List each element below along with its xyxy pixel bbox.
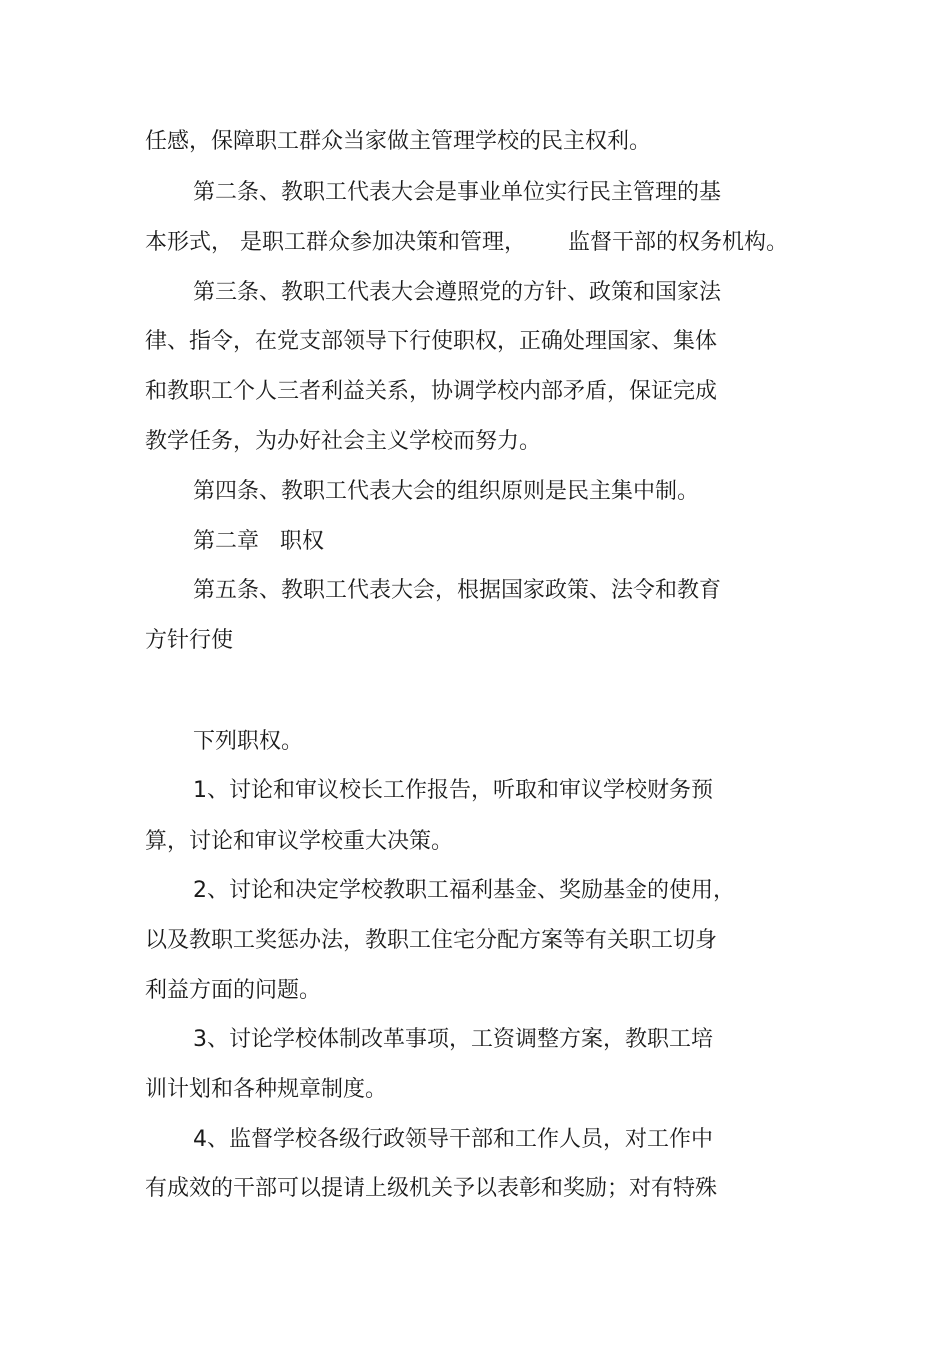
text-line-16: 以及教职工奖惩办法，教职工住宅分配方案等有关职工切身 — [145, 928, 718, 953]
text-line-5: 律、指令，在党支部领导下行使职权，正确处理国家、集体 — [145, 329, 718, 354]
text-line-4: 第三条、教职工代表大会遵照党的方针、政策和国家法 — [193, 280, 722, 305]
text-line-10: 第五条、教职工代表大会，根据国家政策、法令和教育 — [193, 578, 722, 603]
text-line-6: 和教职工个人三者利益关系，协调学校内部矛盾，保证完成 — [145, 379, 718, 404]
text-line-13: 1、讨论和审议校长工作报告，听取和审议学校财务预 — [193, 778, 713, 803]
chapter-heading: 第二章 职权 — [193, 529, 324, 554]
text-line-3: 本形式， 是职工群众参加决策和管理， 监督干部的权务机构。 — [145, 230, 788, 255]
text-line-8: 第四条、教职工代表大会的组织原则是民主集中制。 — [193, 479, 700, 504]
text-line-2: 第二条、教职工代表大会是事业单位实行民主管理的基 — [193, 180, 722, 205]
text-line-18: 3、讨论学校体制改革事项，工资调整方案，教职工培 — [193, 1027, 713, 1052]
text-line-11: 方针行使 — [145, 628, 234, 653]
text-line-21: 有成效的干部可以提请上级机关予以表彰和奖励；对有特殊 — [145, 1176, 718, 1201]
text-line-15: 2、讨论和决定学校教职工福利基金、奖励基金的使用， — [193, 878, 735, 903]
text-line-17: 利益方面的问题。 — [145, 978, 322, 1003]
text-line-1: 任感，保障职工群众当家做主管理学校的民主权利。 — [145, 129, 652, 154]
text-line-14: 算，讨论和审议学校重大决策。 — [145, 829, 454, 854]
text-line-19: 训计划和各种规章制度。 — [145, 1077, 388, 1102]
text-line-20: 4、监督学校各级行政领导干部和工作人员，对工作中 — [193, 1127, 713, 1152]
text-line-12: 下列职权。 — [193, 729, 304, 754]
text-line-7: 教学任务，为办好社会主义学校而努力。 — [145, 429, 542, 454]
